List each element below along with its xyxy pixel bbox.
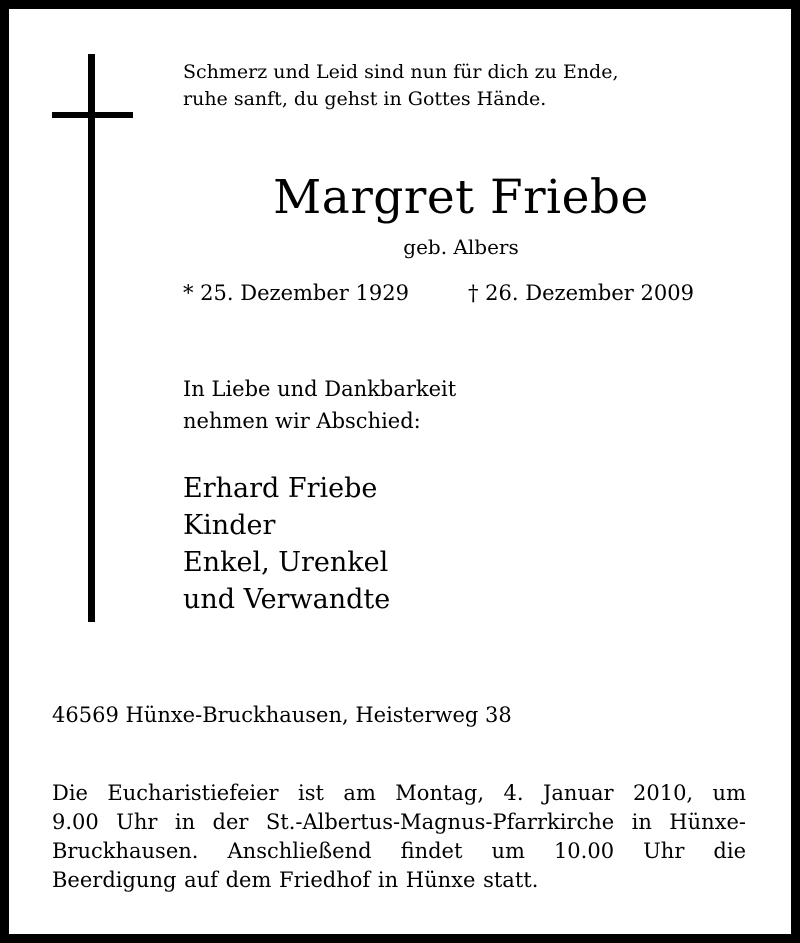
mourner-1: Erhard Friebe bbox=[183, 473, 378, 504]
deceased-name: Margret Friebe bbox=[273, 170, 649, 225]
verse-line-2: ruhe sanft, du gehst in Gottes Hände. bbox=[183, 88, 547, 110]
farewell-text bbox=[183, 373, 456, 437]
family-address: 46569 Hünxe-Bruckhausen, Heisterweg 38 bbox=[52, 703, 512, 727]
mourners-list bbox=[183, 470, 390, 618]
notice-line-3: Bruckhausen. Anschließend findet um 10.00 Uhr die bbox=[52, 839, 746, 863]
mourner-2: Kinder bbox=[183, 510, 276, 541]
farewell-line-2: nehmen wir Abschied: bbox=[183, 409, 421, 433]
birth-date: * 25. Dezember 1929 bbox=[183, 281, 409, 305]
notice-line-1: Die Eucharistiefeier ist am Montag, 4. Januar 2010, um bbox=[52, 781, 746, 805]
verse bbox=[183, 59, 619, 113]
maiden-name: geb. Albers bbox=[403, 235, 519, 259]
death-date: † 26. Dezember 2009 bbox=[468, 281, 694, 305]
farewell-line-1: In Liebe und Dankbarkeit bbox=[183, 377, 457, 401]
funeral-notice bbox=[52, 779, 746, 895]
mourner-3: Enkel, Urenkel bbox=[183, 547, 389, 578]
cross-horizontal-bar bbox=[52, 112, 133, 118]
verse-line-1: Schmerz und Leid sind nun für dich zu Ende, bbox=[183, 61, 619, 83]
mourner-4: und Verwandte bbox=[183, 584, 391, 615]
notice-line-2: 9.00 Uhr in der St.-Albertus-Magnus-Pfarrkirche in Hünxe- bbox=[52, 810, 746, 834]
cross-vertical-bar bbox=[88, 54, 95, 622]
notice-line-4: Beerdigung auf dem Friedhof in Hünxe statt. bbox=[52, 868, 539, 892]
